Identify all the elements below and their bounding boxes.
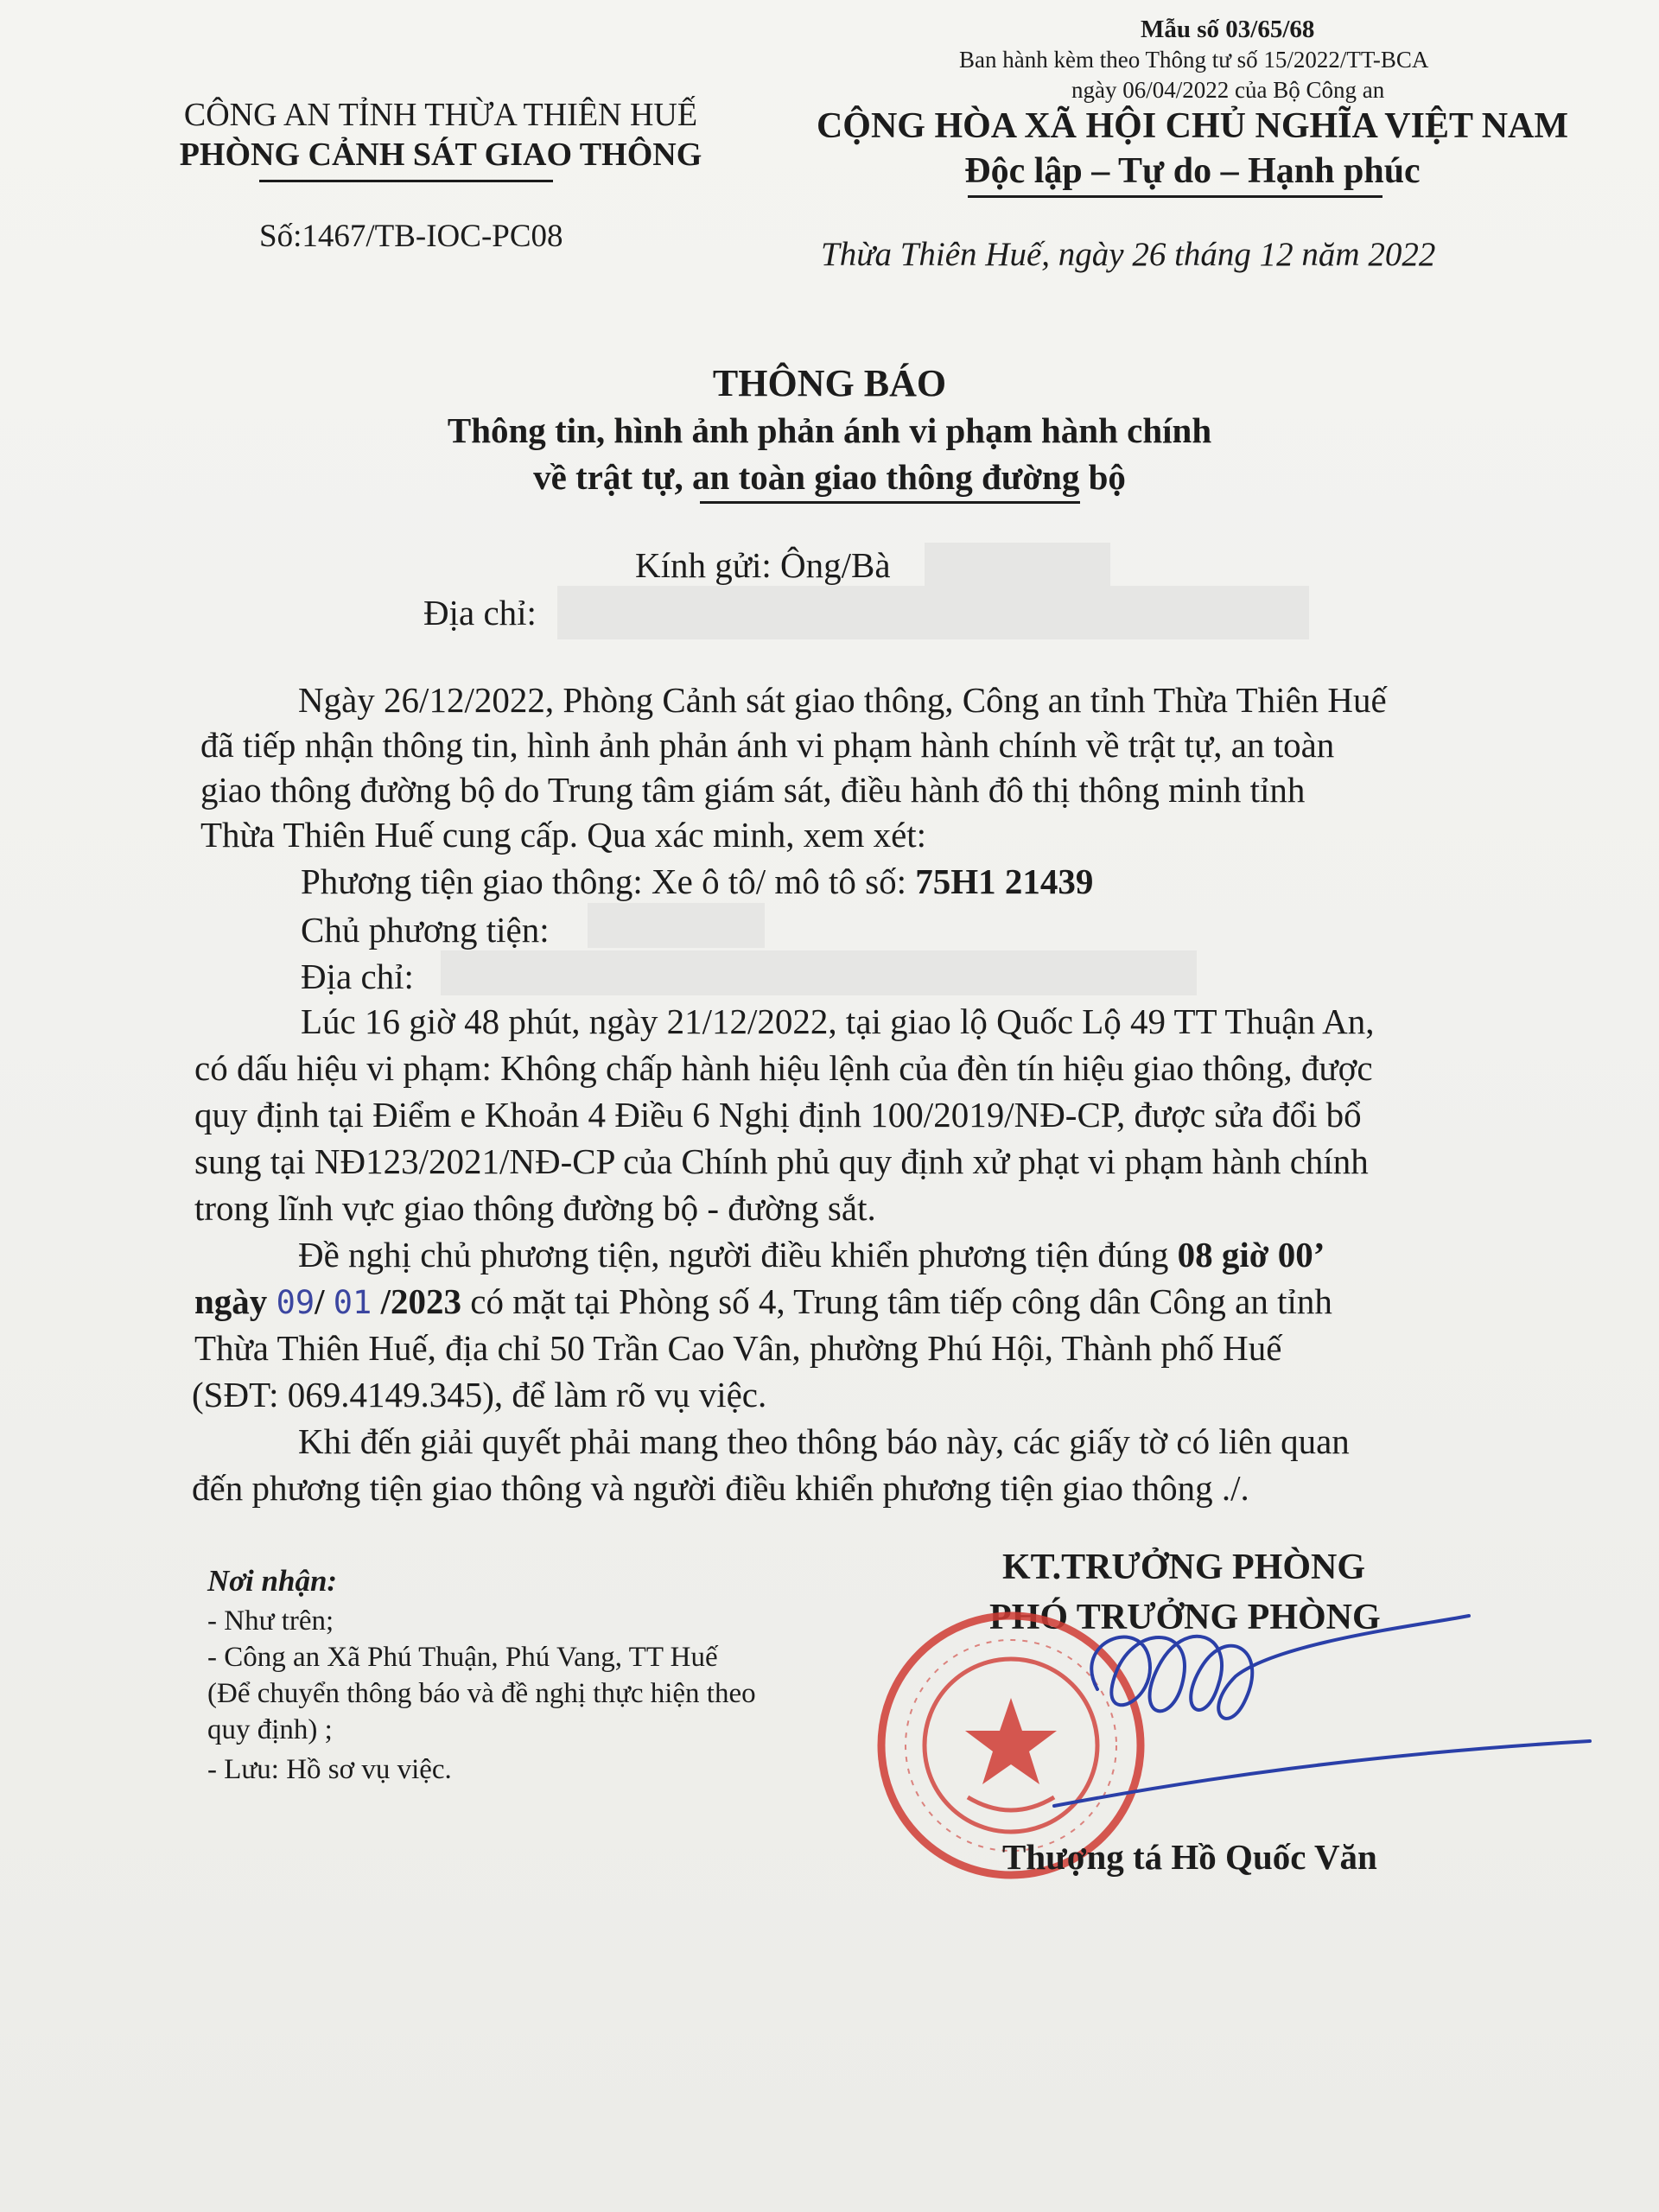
handwritten-day: 09 xyxy=(276,1284,315,1321)
violation-line: có dấu hiệu vi phạm: Không chấp hành hiệu lệnh của đèn tín hiệu giao thông, được xyxy=(194,1048,1373,1088)
form-number: Mẫu số 03/65/68 xyxy=(1141,16,1315,43)
owner-label: Chủ phương tiện: xyxy=(301,910,550,950)
violation-line: trong lĩnh vực giao thông đường bộ - đường sắt. xyxy=(194,1188,876,1228)
document-subtitle-2: về trật tự, an toàn giao thông đường bộ xyxy=(533,457,1126,497)
motto-underline xyxy=(968,195,1382,198)
handwritten-month: 01 xyxy=(333,1284,372,1321)
body-line: Thừa Thiên Huế cung cấp. Qua xác minh, xem xét: xyxy=(200,815,927,855)
request-text: Đề nghị chủ phương tiện, người điều khiển phương tiện đúng xyxy=(298,1235,1169,1274)
signature-subtitle: PHÓ TRƯỞNG PHÒNG xyxy=(989,1598,1381,1637)
redacted-owner-address xyxy=(441,950,1197,995)
request-line xyxy=(298,1234,1325,1275)
greeting-label: Kính gửi: Ông/Bà xyxy=(635,545,891,585)
recipient-item: (Để chuyển thông báo và đề nghị thực hiện theo xyxy=(207,1678,756,1709)
request-text: có mặt tại Phòng số 4, Trung tâm tiếp công dân Công an tỉnh xyxy=(470,1281,1332,1321)
form-issuance-line: Ban hành kèm theo Thông tư số 15/2022/TT-BCA xyxy=(959,47,1429,73)
document-number: Số:1467/TB-IOC-PC08 xyxy=(259,219,563,254)
redacted-name xyxy=(925,543,1110,590)
place-and-date: Thừa Thiên Huế, ngày 26 tháng 12 năm 2022 xyxy=(821,236,1436,273)
document-title: THÔNG BÁO xyxy=(712,362,947,404)
vehicle-label: Phương tiện giao thông: Xe ô tô/ mô tô số: xyxy=(301,861,907,901)
issuing-agency xyxy=(130,95,752,175)
form-issuance-date: ngày 06/04/2022 của Bộ Công an xyxy=(1071,77,1385,103)
body-line: Ngày 26/12/2022, Phòng Cảnh sát giao thông, Công an tỉnh Thừa Thiên Huế xyxy=(298,680,1387,720)
agency-underline xyxy=(259,180,553,182)
body-line: giao thông đường bộ do Trung tâm giám sát, điều hành đô thị thông minh tỉnh xyxy=(200,770,1306,810)
recipient-item: - Như trên; xyxy=(207,1605,334,1637)
document-subtitle-1: Thông tin, hình ảnh phản ánh vi phạm hành chính xyxy=(447,410,1212,450)
signature-title: KT.TRƯỞNG PHÒNG xyxy=(1002,1548,1365,1587)
recipient-item: - Lưu: Hồ sơ vụ việc. xyxy=(207,1754,452,1785)
nation-name: CỘNG HÒA XÃ HỘI CHỦ NGHĨA VIỆT NAM xyxy=(816,106,1569,146)
violation-line: sung tại NĐ123/2021/NĐ-CP của Chính phủ quy định xử phạt vi phạm hành chính xyxy=(194,1141,1369,1181)
redacted-address xyxy=(557,586,1309,639)
date-separator: / xyxy=(315,1281,325,1321)
request-line: Thừa Thiên Huế, địa chỉ 50 Trần Cao Vân, phường Phú Hội, Thành phố Huế xyxy=(194,1328,1282,1368)
recipient-item: - Công an Xã Phú Thuận, Phú Vang, TT Huế xyxy=(207,1642,718,1673)
title-underline xyxy=(700,501,1080,504)
nation-motto: Độc lập – Tự do – Hạnh phúc xyxy=(964,151,1421,191)
body-line: đã tiếp nhận thông tin, hình ảnh phản ánh vi phạm hành chính về trật tự, an toàn xyxy=(200,725,1335,765)
closing-line: đến phương tiện giao thông và người điều khiển phương tiện giao thông ./. xyxy=(192,1468,1249,1508)
appointment-day-label: ngày xyxy=(194,1281,268,1321)
request-line: (SĐT: 069.4149.345), để làm rõ vụ việc. xyxy=(192,1375,767,1414)
redacted-owner xyxy=(588,903,765,948)
address-label: Địa chỉ: xyxy=(423,593,537,632)
recipient-item: quy định) ; xyxy=(207,1714,333,1745)
request-line xyxy=(194,1281,1332,1322)
vehicle-line xyxy=(301,861,1093,902)
violation-line: Lúc 16 giờ 48 phút, ngày 21/12/2022, tại giao lộ Quốc Lộ 49 TT Thuận An, xyxy=(301,1001,1375,1041)
appointment-time: 08 giờ 00’ xyxy=(1177,1235,1325,1274)
national-header xyxy=(760,104,1624,194)
recipients-heading: Nơi nhận: xyxy=(207,1564,338,1598)
owner-address-label: Địa chỉ: xyxy=(301,957,414,996)
closing-line: Khi đến giải quyết phải mang theo thông báo này, các giấy tờ có liên quan xyxy=(298,1421,1350,1461)
vehicle-plate: 75H1 21439 xyxy=(915,861,1094,901)
agency-department: PHÒNG CẢNH SÁT GIAO THÔNG xyxy=(179,137,702,173)
signer-name: Thượng tá Hồ Quốc Văn xyxy=(1002,1837,1377,1877)
violation-line: quy định tại Điểm e Khoản 4 Điều 6 Nghị định 100/2019/NĐ-CP, được sửa đổi bổ xyxy=(194,1095,1362,1135)
handwritten-signature xyxy=(1020,1607,1624,1815)
agency-parent: CÔNG AN TỈNH THỪA THIÊN HUẾ xyxy=(183,97,698,133)
appointment-year: /2023 xyxy=(380,1281,461,1321)
